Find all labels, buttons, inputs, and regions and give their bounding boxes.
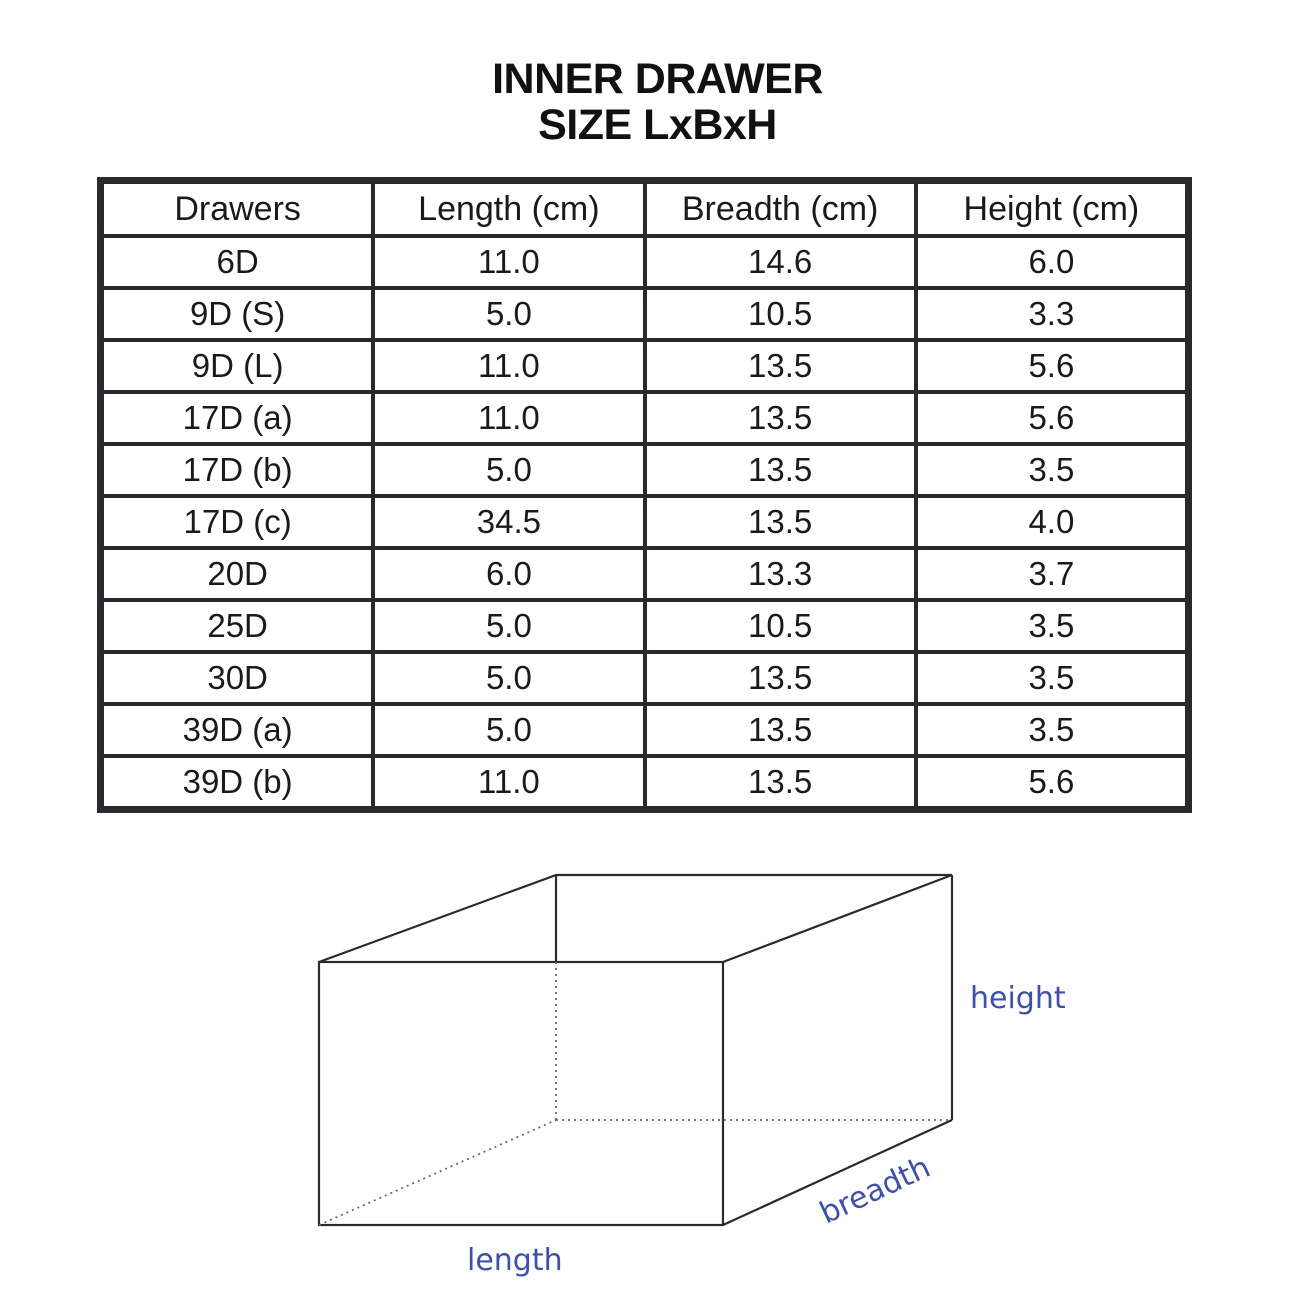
box-edge-top-right xyxy=(723,875,952,962)
title-line-1: INNER DRAWER xyxy=(492,55,823,103)
header-length: Length (cm) xyxy=(373,182,644,236)
cell-length: 11.0 xyxy=(373,340,644,392)
cell-height: 5.6 xyxy=(916,392,1187,444)
box-outline xyxy=(319,875,952,1225)
cell-drawer: 25D xyxy=(102,600,373,652)
cell-drawer: 9D (S) xyxy=(102,288,373,340)
table-row xyxy=(102,704,1187,756)
cell-height: 3.5 xyxy=(916,704,1187,756)
cell-height: 3.5 xyxy=(916,444,1187,496)
cell-length: 34.5 xyxy=(373,496,644,548)
cell-height: 5.6 xyxy=(916,340,1187,392)
cell-length: 5.0 xyxy=(373,444,644,496)
cell-breadth: 10.5 xyxy=(645,288,916,340)
box-front-face xyxy=(319,962,723,1225)
cell-drawer: 17D (c) xyxy=(102,496,373,548)
table-row xyxy=(102,340,1187,392)
cell-height: 6.0 xyxy=(916,236,1187,288)
cell-breadth: 13.5 xyxy=(645,496,916,548)
table-row xyxy=(102,288,1187,340)
table-row xyxy=(102,756,1187,808)
table-row xyxy=(102,236,1187,288)
cell-breadth: 13.5 xyxy=(645,652,916,704)
cell-length: 5.0 xyxy=(373,288,644,340)
drawer-size-table xyxy=(97,177,1192,813)
cell-height: 4.0 xyxy=(916,496,1187,548)
cell-length: 5.0 xyxy=(373,704,644,756)
header-breadth: Breadth (cm) xyxy=(645,182,916,236)
cell-length: 5.0 xyxy=(373,600,644,652)
cell-breadth: 13.5 xyxy=(645,756,916,808)
table-row xyxy=(102,652,1187,704)
box-hidden-edge-left-bottom xyxy=(319,1120,556,1225)
cell-breadth: 13.3 xyxy=(645,548,916,600)
cell-length: 6.0 xyxy=(373,548,644,600)
cell-height: 3.5 xyxy=(916,652,1187,704)
cell-drawer: 17D (a) xyxy=(102,392,373,444)
cell-height: 3.5 xyxy=(916,600,1187,652)
cell-length: 5.0 xyxy=(373,652,644,704)
breadth-label: breadth xyxy=(814,1149,936,1232)
cell-height: 3.7 xyxy=(916,548,1187,600)
cell-drawer: 39D (b) xyxy=(102,756,373,808)
header-height: Height (cm) xyxy=(916,182,1187,236)
table-row xyxy=(102,392,1187,444)
table-header-row xyxy=(102,182,1187,236)
cell-breadth: 13.5 xyxy=(645,444,916,496)
cell-drawer: 30D xyxy=(102,652,373,704)
table-row xyxy=(102,548,1187,600)
cell-breadth: 13.5 xyxy=(645,704,916,756)
cell-height: 3.3 xyxy=(916,288,1187,340)
cell-drawer: 39D (a) xyxy=(102,704,373,756)
cell-drawer: 6D xyxy=(102,236,373,288)
length-label: length xyxy=(467,1243,563,1278)
cell-length: 11.0 xyxy=(373,756,644,808)
cell-breadth: 14.6 xyxy=(645,236,916,288)
header-drawers: Drawers xyxy=(102,182,373,236)
cell-breadth: 10.5 xyxy=(645,600,916,652)
table-row xyxy=(102,444,1187,496)
cell-drawer: 9D (L) xyxy=(102,340,373,392)
box-dimension-diagram xyxy=(0,850,1315,1313)
box-edge-top-left xyxy=(319,875,556,962)
table-row xyxy=(102,496,1187,548)
cell-breadth: 13.5 xyxy=(645,392,916,444)
table-row xyxy=(102,600,1187,652)
cell-length: 11.0 xyxy=(373,392,644,444)
height-label: height xyxy=(970,981,1066,1016)
title-line-2: SIZE LxBxH xyxy=(538,101,777,149)
cell-height: 5.6 xyxy=(916,756,1187,808)
cell-drawer: 20D xyxy=(102,548,373,600)
cell-breadth: 13.5 xyxy=(645,340,916,392)
cell-length: 11.0 xyxy=(373,236,644,288)
cell-drawer: 17D (b) xyxy=(102,444,373,496)
page-title xyxy=(0,56,1315,148)
